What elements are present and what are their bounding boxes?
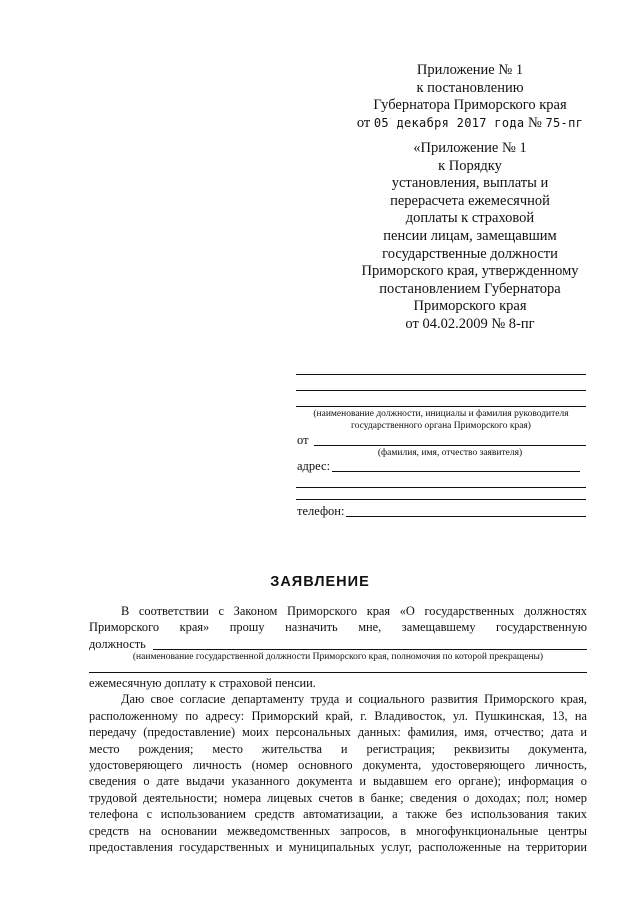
quoted-line: установления, выплаты и — [391, 175, 549, 192]
consent-line: сведения о дате выдачи указанного документа и выдавшем его органе); информация о — [89, 774, 587, 789]
consent-line: Даю свое согласие департаменту труда и социального развития Приморского края, — [121, 692, 587, 707]
quoted-line: «Приложение № 1 — [413, 140, 527, 156]
appendix-line-3: Губернатора Приморского края — [373, 97, 567, 114]
head-blank-line-3[interactable] — [296, 406, 586, 407]
phone-label: телефон: — [297, 504, 345, 518]
head-blank-line-1[interactable] — [296, 374, 586, 375]
quoted-line: доплаты к страховой — [405, 210, 535, 227]
body-line: В соответствии с Законом Приморского края «О государственных должностях — [121, 604, 587, 618]
head-caption — [286, 408, 596, 432]
head-caption-line-1: (наименование должности, инициалы и фамилия руководителя — [313, 409, 569, 419]
appendix-line-1: Приложение № 1 — [416, 62, 524, 78]
head-caption-line-2: государственного органа Приморского края) — [351, 421, 531, 431]
consent-line: место рождения; место жительства и регистрация; реквизиты документа, — [89, 741, 587, 756]
consent-line: трудовой деятельности; номера лицевых счетов в банке; сведения о доходах; пол; номер — [89, 790, 587, 805]
appendix-date-line — [350, 115, 590, 133]
consent-line: передачу (предоставление) моих персональных данных: фамилия, имя, отчество; дата и — [89, 725, 587, 740]
quoted-line: к Порядку — [438, 157, 502, 174]
from-label: от — [297, 433, 309, 447]
consent-line: расположенному по адресу: Приморский край, г. Владивосток, ул. Пушкинская, 13, на — [89, 708, 587, 723]
applicant-caption: (фамилия, имя, отчество заявителя) — [377, 448, 523, 458]
position-line — [89, 636, 587, 652]
position-label: должность — [89, 636, 146, 651]
address-label: адрес: — [297, 459, 331, 473]
quoted-appendix — [340, 140, 600, 334]
number-prefix: № — [524, 114, 546, 131]
handwritten-number: 75-пг — [545, 115, 584, 130]
address-blank-line-1[interactable] — [332, 471, 580, 472]
address-blank-line-2[interactable] — [296, 487, 586, 488]
statement-body-continued — [89, 675, 587, 855]
consent-line: телефона с использованием средств автоматизации, а также без использования таких — [89, 807, 587, 822]
head-blank-line-2[interactable] — [296, 390, 586, 391]
quoted-line: от 04.02.2009 № 8-пг — [405, 315, 535, 332]
body-line: ежемесячную доплату к страховой пенсии. — [89, 676, 316, 690]
position-caption: (наименование государственной должности Приморского края, полномочия по которой прекращены) — [132, 652, 544, 662]
body-line: Приморского края» прошу назначить мне, замещавшему государственную — [89, 620, 587, 635]
appendix-line-2: к постановлению — [416, 79, 524, 96]
quoted-line: перерасчета ежемесячной — [390, 192, 550, 209]
from-blank-line[interactable] — [314, 445, 586, 446]
address-blank-line-3[interactable] — [296, 499, 586, 500]
quoted-line: постановлением Губернатора — [379, 280, 561, 297]
position-blank-line-2[interactable] — [89, 672, 587, 673]
consent-line: удостоверяющего личность (номер основного документа, удостоверяющего личность, — [89, 757, 587, 772]
quoted-line: Приморского края, утвержденному — [361, 263, 579, 280]
position-blank-line[interactable] — [153, 649, 587, 650]
phone-blank-line[interactable] — [346, 516, 586, 517]
quoted-line: Приморского края — [413, 298, 527, 315]
document-title: ЗАЯВЛЕНИЕ — [270, 574, 370, 590]
appendix-header — [350, 62, 590, 132]
date-prefix: от — [356, 114, 374, 131]
quoted-line: государственные должности — [382, 245, 558, 262]
consent-line: предоставления государственных и муниципальных услуг, расположенные на территории — [89, 839, 587, 854]
handwritten-date: 05 декабря 2017 года — [373, 115, 525, 130]
statement-body — [89, 603, 587, 652]
consent-line: средств на основании межведомственных запросов, в многофункциональные центры — [89, 823, 587, 838]
quoted-line: пенсии лицам, замещавшим — [383, 227, 557, 244]
